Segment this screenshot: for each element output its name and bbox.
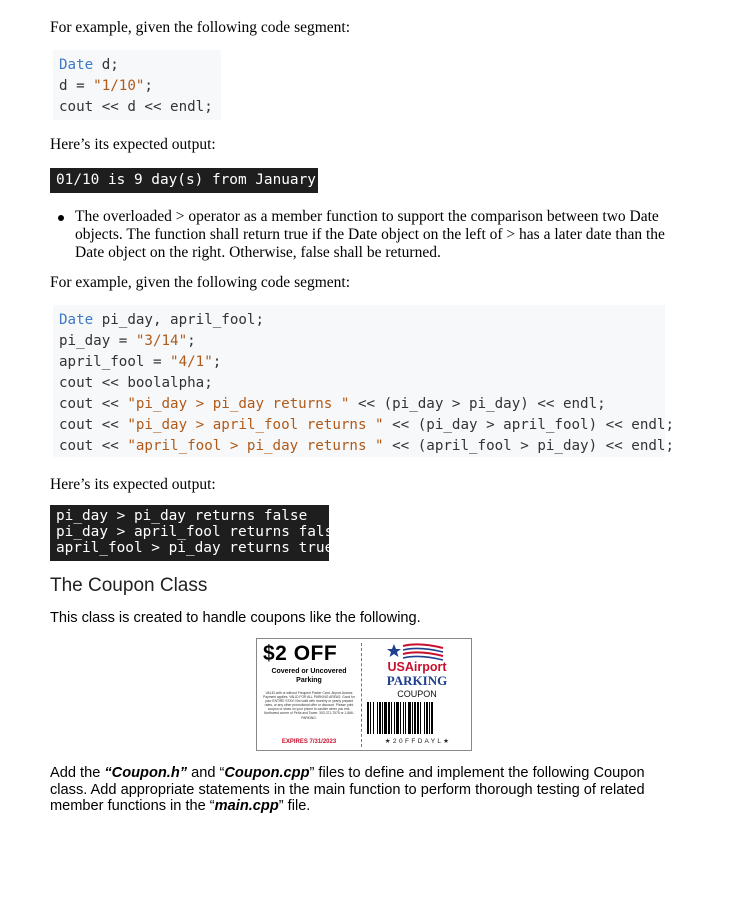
barcode-bar [373,702,374,734]
barcode-bar [414,702,416,734]
code2-line1: Date pi_day, april_fool; [59,312,265,328]
code2-line6: cout << "pi_day > april_fool returns " << (pi_day > april_fool) << endl; [59,417,675,433]
barcode-icon [367,702,467,734]
coupon-brand-label: COUPON [397,689,437,699]
output2-line1: pi_day > pi_day returns false [56,508,308,524]
section-intro: This class is created to handle coupons like the following. [50,610,421,626]
code1-line3: cout << d << endl; [59,99,213,115]
coupon-subhead-line2: Parking [296,677,322,684]
code1-line1: Date d; [59,57,119,73]
coupon-brand-bottom: PARKING [386,673,448,688]
barcode-bar [405,702,406,734]
intro-text-1: For example, given the following code segment: [50,19,351,36]
expected-output-label-1: Here’s its expected output: [50,136,216,153]
coupon-image [256,638,472,751]
coupon-barcode-text: ★ 2 0 F F D A Y L ★ [384,738,450,745]
bullet-text: The overloaded > operator as a member function to support the comparison between two Date objects. The function shall return true if the Date object on the left of > has a later date than the Date object on the right. Otherwise, false shall be returned. [75,208,665,261]
flag-logo-icon [385,643,445,661]
code-block-2 [53,305,675,457]
code1-line2: d = "1/10"; [59,78,153,94]
barcode-bar [426,702,428,734]
barcode-bar [408,702,411,734]
barcode-bar [391,702,392,734]
barcode-bar [429,702,430,734]
file-name-cpp: Coupon.cpp [224,765,310,781]
coupon-divider [361,643,362,747]
closing-p1: Add the [50,765,105,781]
barcode-bar [417,702,419,734]
expected-output-label-2: Here’s its expected output: [50,476,216,493]
coupon-fine-print: VALID with or without Frequent Parker Card. Airport Access Payment applies. VALID FOR ALL PARKING AREAS. Good for your ENTIRE STAY! Not valid with monthly or yearly prepaid rates, or any other promotional offer or discount. Please print coupon or show on your phone to cashier when you exit. Northwest corner of Peña and Tower. 303-371-7575 or 1-866-PARKING. [263,691,355,720]
barcode-bar [382,702,383,734]
code2-line3: april_fool = "4/1"; [59,354,222,370]
intro-text-2: For example, given the following code segment: [50,274,351,291]
coupon-brand-top: USAirport [387,660,447,674]
barcode-bar [403,702,404,734]
code2-line4: cout << boolalpha; [59,375,213,391]
barcode-bar [396,702,399,734]
barcode-bar [431,702,433,734]
barcode-bar [420,702,421,734]
barcode-bar [394,702,395,734]
barcode-bar [367,702,369,734]
closing-p4: ” file. [278,798,311,814]
barcode-bar [384,702,387,734]
code-block-1 [53,50,221,120]
bullet-icon [58,215,64,221]
barcode-bar [370,702,371,734]
output-block-1: 01/10 is 9 day(s) from January 1 [50,168,318,193]
output2-line2: pi_day > april_fool returns false [56,524,342,540]
coupon-headline: $2 OFF [263,642,338,665]
barcode-bar [379,702,381,734]
code2-line2: pi_day = "3/14"; [59,333,196,349]
output2-line3: april_fool > pi_day returns true [56,540,334,556]
barcode-bar [400,702,401,734]
closing-paragraph [50,765,680,815]
code2-line5: cout << "pi_day > pi_day returns " << (pi_day > pi_day) << endl; [59,396,606,412]
section-title: The Coupon Class [50,575,208,596]
barcode-bar [388,702,390,734]
file-name-main: main.cpp [214,798,279,814]
barcode-bar [424,702,425,734]
barcode-bar [377,702,378,734]
coupon-subhead-line1: Covered or Uncovered [271,668,347,675]
coupon-subhead [263,667,355,685]
coupon-expires: EXPIRES 7/31/2023 [281,739,337,745]
closing-p3: ” files to define and implement the following Coupon class. Add appropriate statements in the main function to perform thorough testing of related member functions in the “ [50,765,645,814]
barcode-bar [412,702,413,734]
file-name-h: “Coupon.h” [104,765,188,781]
closing-p2: and “ [187,765,225,781]
output-block-2 [50,505,342,561]
code2-line7: cout << "april_fool > pi_day returns " << (april_fool > pi_day) << endl; [59,438,675,454]
